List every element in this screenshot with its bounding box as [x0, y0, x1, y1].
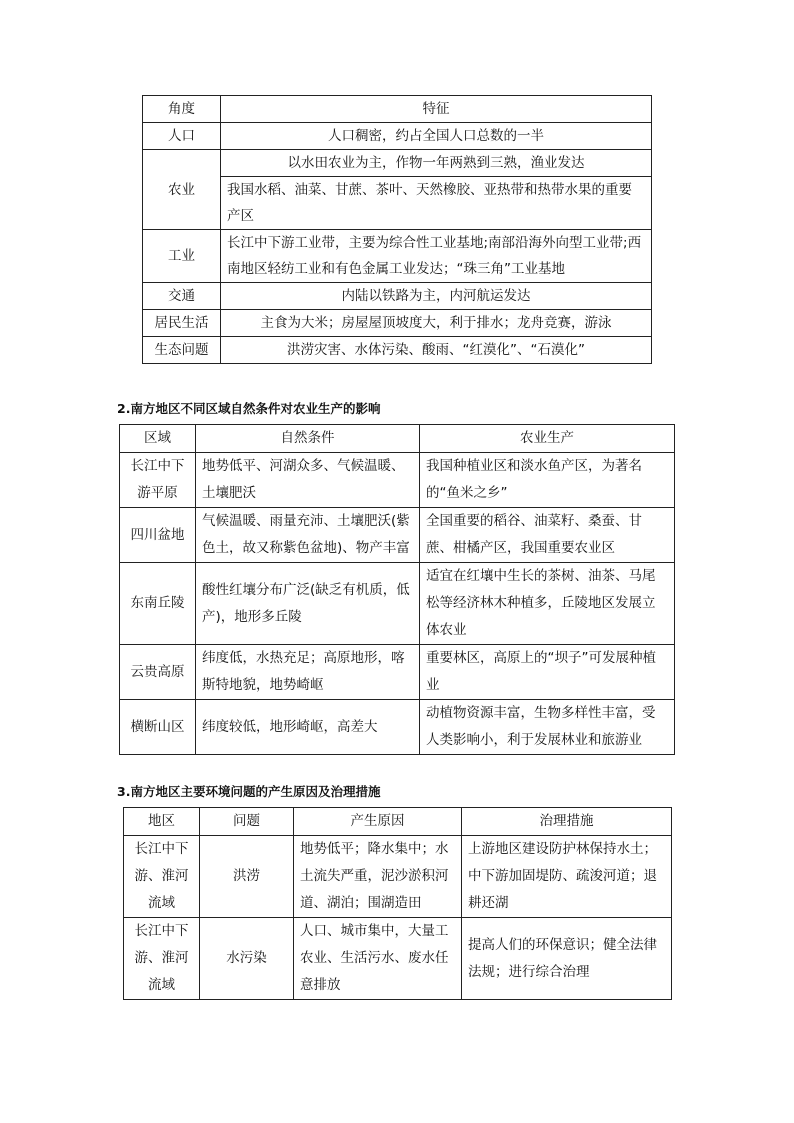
section2-title: 2.南方地区不同区域自然条件对农业生产的影响 — [117, 401, 381, 416]
agri-cell: 重要林区，高原上的“坝子”可发展种植业 — [420, 645, 675, 700]
agri-cell: 全国重要的稻谷、油菜籽、桑蚕、甘蔗、柑橘产区，我国重要农业区 — [420, 508, 675, 563]
nature-cell: 纬度较低，地形崎岖，高差大 — [196, 700, 420, 755]
table-row — [124, 918, 672, 1000]
region-cell: 四川盆地 — [120, 508, 196, 563]
table-row — [143, 310, 652, 337]
table-row — [143, 123, 652, 150]
cause-cell: 地势低平；降水集中；水土流失严重，泥沙淤积河道、湖泊；围湖造田 — [294, 836, 462, 918]
life-text: 主食为大米；房屋屋顶坡度大，利于排水；龙舟竞赛，游泳 — [221, 310, 652, 337]
row-label-ecology: 生态问题 — [143, 337, 221, 364]
problem-cell: 水污染 — [200, 918, 294, 1000]
row-label-life: 居民生活 — [143, 310, 221, 337]
header-agri: 农业生产 — [420, 425, 675, 453]
header-measure: 治理措施 — [462, 808, 672, 836]
population-text: 人口稠密，约占全国人口总数的一半 — [221, 123, 652, 150]
south-region-features-table — [142, 95, 652, 364]
header-nature: 自然条件 — [196, 425, 420, 453]
header-cause: 产生原因 — [294, 808, 462, 836]
region-cell: 云贵高原 — [120, 645, 196, 700]
header-feature: 特征 — [221, 96, 652, 123]
header-angle: 角度 — [143, 96, 221, 123]
row-label-agriculture: 农业 — [143, 150, 221, 230]
region-cell: 长江中下游平原 — [120, 453, 196, 508]
row-label-industry: 工业 — [143, 230, 221, 283]
nature-cell: 纬度低，水热充足；高原地形，喀斯特地貌，地势崎岖 — [196, 645, 420, 700]
agriculture-conditions-table — [119, 424, 675, 755]
table-row — [143, 150, 652, 177]
region-cell: 横断山区 — [120, 700, 196, 755]
measure-cell: 提高人们的环保意识；健全法律法规；进行综合治理 — [462, 918, 672, 1000]
industry-text: 长江中下游工业带，主要为综合性工业基地;南部沿海外向型工业带;西南地区轻纺工业和有色金属工业发达；“珠三角”工业基地 — [221, 230, 652, 283]
nature-cell: 气候温暖、雨量充沛、土壤肥沃(紫色土，故又称紫色盆地)、物产丰富 — [196, 508, 420, 563]
agri-cell: 适宜在红壤中生长的茶树、油茶、马尾松等经济林木种植多，丘陵地区发展立体农业 — [420, 563, 675, 645]
table-row — [124, 836, 672, 918]
nature-cell: 地势低平、河湖众多、气候温暖、土壤肥沃 — [196, 453, 420, 508]
problem-cell: 洪涝 — [200, 836, 294, 918]
agri-cell: 动植物资源丰富，生物多样性丰富，受人类影响小，利于发展林业和旅游业 — [420, 700, 675, 755]
cause-cell: 人口、城市集中，大量工农业、生活污水、废水任意排放 — [294, 918, 462, 1000]
table-header-row — [124, 808, 672, 836]
environment-problems-table — [123, 807, 672, 1000]
header-problem: 问题 — [200, 808, 294, 836]
measure-cell: 上游地区建设防护林保持水土；中下游加固堤防、疏浚河道；退耕还湖 — [462, 836, 672, 918]
nature-cell: 酸性红壤分布广泛(缺乏有机质，低产)，地形多丘陵 — [196, 563, 420, 645]
transport-text: 内陆以铁路为主，内河航运发达 — [221, 283, 652, 310]
table-row — [120, 453, 675, 508]
table-header-row — [120, 425, 675, 453]
table-row — [120, 563, 675, 645]
agriculture-line2: 我国水稻、油菜、甘蔗、茶叶、天然橡胶、亚热带和热带水果的重要产区 — [221, 177, 652, 230]
row-label-transport: 交通 — [143, 283, 221, 310]
table-row — [120, 645, 675, 700]
area-cell: 长江中下游、淮河流域 — [124, 918, 200, 1000]
table-row — [120, 508, 675, 563]
agriculture-line1: 以水田农业为主，作物一年两熟到三熟，渔业发达 — [221, 150, 652, 177]
header-area: 地区 — [124, 808, 200, 836]
table-row — [120, 700, 675, 755]
ecology-text: 洪涝灾害、水体污染、酸雨、“红漠化”、“石漠化” — [221, 337, 652, 364]
agri-cell: 我国种植业区和淡水鱼产区，为著名的“鱼米之乡” — [420, 453, 675, 508]
header-region: 区域 — [120, 425, 196, 453]
table-row — [143, 337, 652, 364]
region-cell: 东南丘陵 — [120, 563, 196, 645]
row-label-population: 人口 — [143, 123, 221, 150]
table-row — [143, 283, 652, 310]
table-row — [143, 230, 652, 283]
area-cell: 长江中下游、淮河流域 — [124, 836, 200, 918]
table-header-row — [143, 96, 652, 123]
section3-title: 3.南方地区主要环境问题的产生原因及治理措施 — [117, 784, 381, 799]
